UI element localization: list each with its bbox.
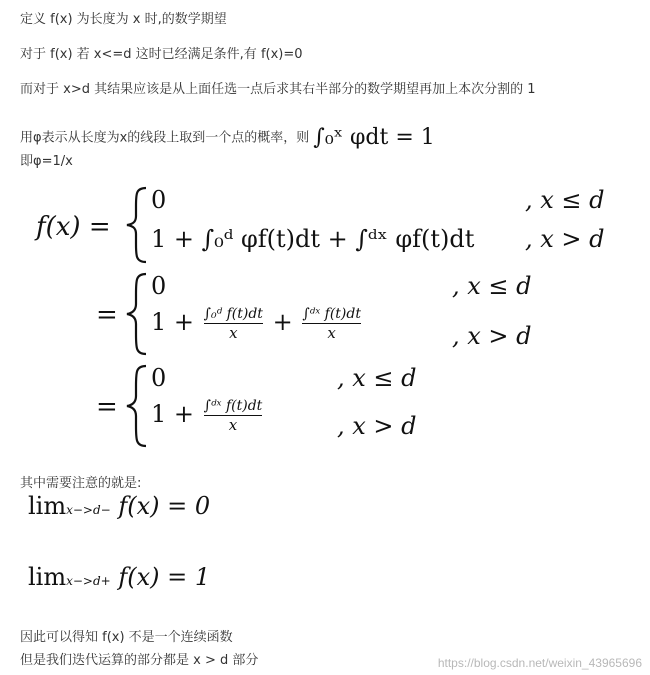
b2-frac-2-den: x [327,324,336,343]
b3-one-plus: 1 + [151,400,195,429]
limit-left-rhs: f(x) = 0 [118,492,211,520]
conclusion-text-2: 但是我们迭代运算的部分都是 x > d 部分 [20,653,259,668]
limit-right [28,563,210,591]
b3-frac-num: ∫ᵈˣ f(t)dt [203,398,263,414]
limit-right-op: lim [28,563,67,591]
phi-integral: ∫₀ˣ φdt = 1 [313,125,435,150]
b2-case2-value [151,306,363,341]
b3-case1-value: 0 [151,364,167,392]
b3-case2-value [151,398,264,433]
brace-3 [124,364,150,448]
b1-case2-value: 1 + ∫₀ᵈ φf(t)dt + ∫ᵈˣ φf(t)dt [151,225,475,253]
f-lhs: f(x) = [36,212,111,242]
limit-left-sub: x−>d− [66,503,111,517]
phi-value-text: 即φ=1/x [20,154,73,169]
b2-plus: + [272,308,293,337]
case-gt-text: 而对于 x>d 其结果应该是从上面任选一点后求其右半部分的数学期望再加上本次分割的 1 [20,82,536,97]
limit-left [28,492,210,520]
brace-2 [124,272,150,356]
b3-case2-cond: , x > d [337,412,417,440]
b2-frac-1 [204,306,263,341]
b3-frac-den: x [228,416,238,435]
phi-text [20,125,435,150]
case-le-text: 对于 f(x) 若 x<=d 这时已经满足条件,有 f(x)=0 [20,47,303,62]
b3-case1-cond: , x ≤ d [337,364,417,392]
limit-right-sub: x−>d+ [66,574,111,588]
phi-text-label: 用φ表示从长度为x的线段上取到一个点的概率，则 [20,130,310,146]
watermark: https://blog.csdn.net/weixin_43965696 [437,656,642,670]
b1-case1-value: 0 [151,186,167,214]
b2-one-plus: 1 + [151,308,195,337]
note-text: 其中需要注意的就是: [20,476,142,491]
brace-1 [124,186,150,264]
conclusion-text-1: 因此可以得知 f(x) 不是一个连续函数 [20,630,233,645]
b2-frac-1-den: x [229,324,238,343]
b2-case2-cond: , x > d [452,322,532,350]
b2-equals: = [96,300,118,330]
b3-equals: = [96,392,118,422]
b2-case1-value: 0 [151,272,167,300]
b3-frac [204,398,263,433]
definition-text: 定义 f(x) 为长度为 x 时,的数学期望 [20,12,227,27]
b1-case1-cond: , x ≤ d [525,186,605,214]
limit-left-op: lim [28,492,67,520]
b2-frac-1-num: ∫₀ᵈ f(t)dt [203,306,263,322]
b1-case2-cond: , x > d [525,225,605,253]
limit-right-rhs: f(x) = 1 [118,563,211,591]
b2-frac-2 [302,306,361,341]
b2-case1-cond: , x ≤ d [452,272,532,300]
b2-frac-2-num: ∫ᵈˣ f(t)dt [302,306,361,322]
